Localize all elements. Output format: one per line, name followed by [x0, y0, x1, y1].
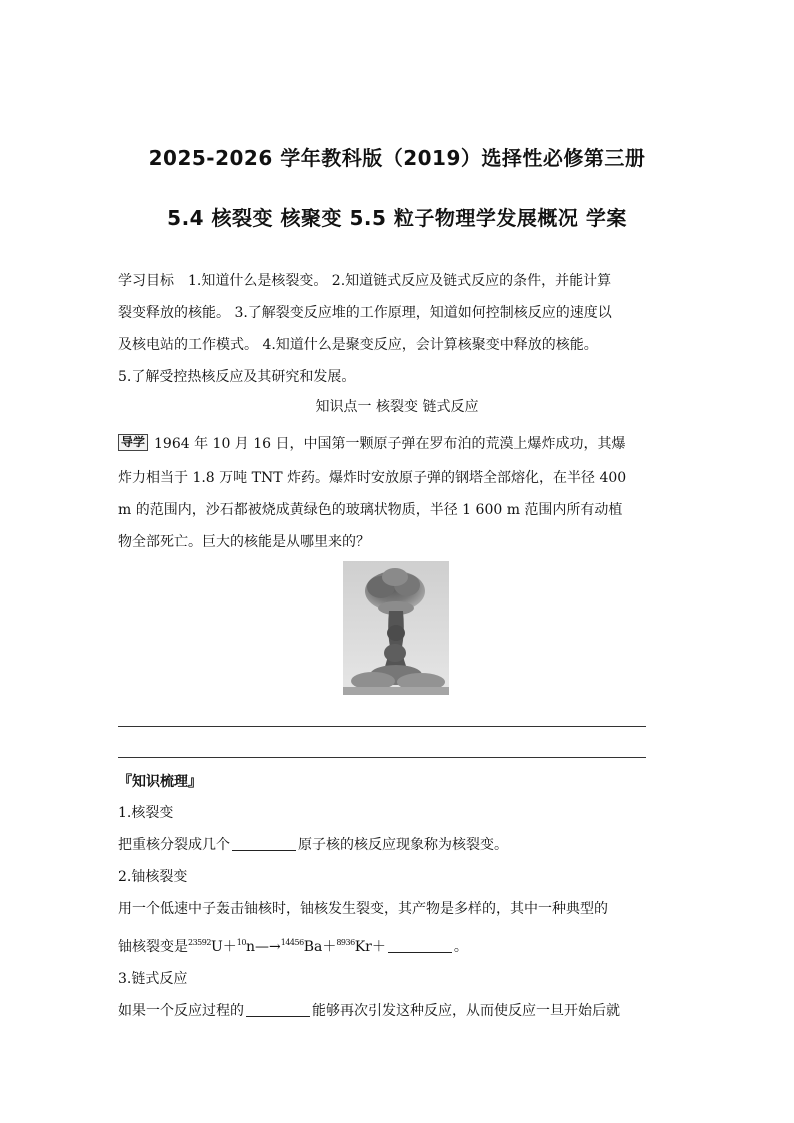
section-title: 知识点一 核裂变 链式反应: [315, 399, 479, 415]
mushroom-cloud-photo: [343, 561, 449, 695]
section-2-text: 用一个低速中子轰击铀核时，铀核发生裂变，其产物是多样的，其中一种典型的: [118, 901, 608, 917]
intro-line-3: m 的范围内，沙石都被烧成黄绿色的玻璃状物质，半径 1 600 m 范围内所有动植: [118, 502, 623, 518]
fill-blank-3[interactable]: [246, 1000, 310, 1017]
section-1-title: 1.核裂变: [118, 805, 174, 821]
objectives-line-2: 裂变释放的核能。 3.了解裂变反应堆的工作原理，知道如何控制核反应的速度以: [118, 305, 612, 321]
objectives-line-1: 学习目标 1.知道什么是核裂变。 2.知道链式反应及链式反应的条件，并能计算: [118, 273, 612, 289]
section-2-title: 2.铀核裂变: [118, 869, 188, 885]
document-subtitle: 5.4 核裂变 核聚变 5.5 粒子物理学发展概况 学案: [167, 206, 627, 230]
intro-line-4: 物全部死亡。巨大的核能是从哪里来的？: [118, 534, 370, 550]
fission-equation: 铀核裂变是$^{23592}$U＋$^{10}$n—→$^{14456}$Ba＋$^{8936}$Kr＋ 。: [118, 938, 468, 955]
uranium-mass-number: 235: [188, 938, 202, 947]
intro-line-1: 导学 1964 年 10 月 16 日，中国第一颗原子弹在罗布泊的荒漠上爆炸成功，其爆: [118, 428, 626, 460]
objectives-label: 学习目标: [118, 273, 174, 289]
objectives-line-3: 及核电站的工作模式。 4.知道什么是聚变反应，会计算核聚变中释放的核能。: [118, 337, 598, 353]
objectives-line-4: 5.了解受控热核反应及其研究和发展。: [118, 369, 356, 385]
uranium-atomic-number: 92: [201, 938, 211, 947]
fill-blank-1[interactable]: [232, 834, 296, 851]
reaction-arrow: —→: [255, 939, 281, 955]
intro-line-2: 炸力相当于 1.8 万吨 TNT 炸药。爆炸时安放原子弹的钢塔全部熔化，在半径 400: [118, 470, 627, 486]
answer-line-1[interactable]: [118, 726, 646, 727]
document-title: 2025-2026 学年教科版（2019）选择性必修第三册: [148, 146, 646, 170]
guide-badge: 导学: [118, 434, 148, 451]
section-3-title: 3.链式反应: [118, 971, 188, 987]
answer-line-2[interactable]: [118, 757, 646, 758]
knowledge-heading: 『知识梳理』: [118, 774, 202, 790]
section-1-text: 把重核分裂成几个 原子核的核反应现象称为核裂变。: [118, 829, 508, 861]
fill-blank-2[interactable]: [388, 936, 452, 953]
section-3-text: 如果一个反应过程的 能够再次引发这种反应，从而使反应一旦开始后就: [118, 995, 620, 1027]
